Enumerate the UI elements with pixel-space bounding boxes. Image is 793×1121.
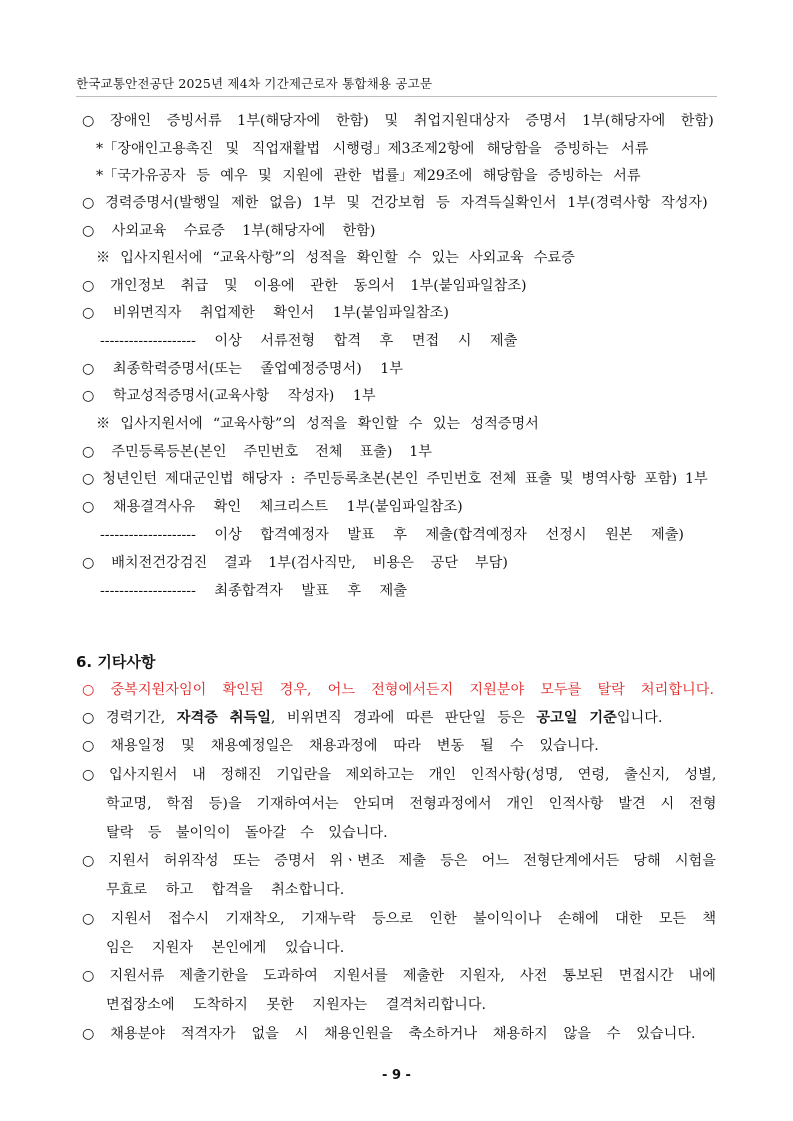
page-number: - 9 - bbox=[382, 1068, 411, 1083]
notice-text: ○ 경력기간, bbox=[82, 710, 177, 726]
notice-deadline-cont: 면접장소에 도착하지 못한 지원자는 결격처리합니다. bbox=[106, 997, 487, 1013]
doc-item-privacy-consent: ○ 개인정보 취급 및 이용에 관한 동의서 1부(붙임파일참조) bbox=[82, 278, 527, 294]
doc-note-education-cert: ※ 입사지원서에 “교육사항”의 성적을 확인할 수 있는 사외교육 수료증 bbox=[96, 250, 575, 266]
notice-reference-date bbox=[82, 707, 662, 729]
notice-entry-errors-cont: 임은 지원자 본인에게 있습니다. bbox=[106, 940, 345, 956]
doc-item-disability: ○ 장애인 증빙서류 1부(해당자에 한함) 및 취업지원대상자 증명서 1부(해당자에 한함) bbox=[82, 113, 714, 129]
emphasis-announcement-date: 공고일 기준 bbox=[536, 710, 617, 726]
notice-false-documents-cont: 무효로 하고 합격을 취소합니다. bbox=[106, 882, 345, 898]
header-rule bbox=[76, 96, 717, 97]
notice-personal-info: ○ 입사지원서 내 정해진 기입란을 제외하고는 개인 인적사항(성명, 연령, 출신지, 성별, bbox=[82, 767, 717, 783]
doc-item-resident-registration: ○ 주민등록등본(본인 주민번호 전체 표출) 1부 bbox=[82, 444, 433, 460]
doc-note-veterans-law: *「국가유공자 등 예우 및 지원에 관한 법률」제29조에 해당함을 증빙하는 서류 bbox=[96, 168, 641, 184]
doc-item-transcript: ○ 학교성적증명서(교육사항 작성자) 1부 bbox=[82, 388, 376, 404]
doc-item-disqualification-checklist: ○ 채용결격사유 확인 체크리스트 1부(붙임파일참조) bbox=[82, 499, 463, 515]
submit-note-final: -------------------- 최종합격자 발표 후 제출 bbox=[100, 583, 407, 599]
section-title: 6. 기타사항 bbox=[76, 653, 156, 671]
notice-text: , 비위면직 경과에 따른 판단일 등은 bbox=[270, 710, 537, 726]
doc-item-external-education: ○ 사외교육 수료증 1부(해당자에 한함) bbox=[82, 223, 376, 239]
notice-personal-info-cont: 학교명, 학점 등)을 기재하여서는 안되며 전형과정에서 개인 인적사항 발견 시 전형 bbox=[106, 796, 717, 812]
emphasis-cert-date: 자격증 취득일 bbox=[176, 710, 271, 726]
doc-item-misconduct-check: ○ 비위면직자 취업제한 확인서 1부(붙임파일참조) bbox=[82, 305, 449, 321]
notice-deadline: ○ 지원서류 제출기한을 도과하여 지원서를 제출한 지원자, 사전 통보된 면접시간 내에 bbox=[82, 968, 716, 984]
doc-note-transcript: ※ 입사지원서에 “교육사항”의 성적을 확인할 수 있는 성적증명서 bbox=[96, 416, 539, 432]
notice-duplicate-application: ○ 중복지원자임이 확인된 경우, 어느 전형에서든지 지원분야 모두를 탈락 처리합니다. bbox=[82, 682, 714, 698]
notice-personal-info-cont: 탈락 등 불이익이 돌아갈 수 있습니다. bbox=[106, 825, 388, 841]
page-header: 한국교통안전공단 2025년 제4차 기간제근로자 통합채용 공고문 bbox=[76, 76, 433, 91]
notice-entry-errors: ○ 지원서 접수시 기재착오, 기재누락 등으로 인한 불이익이나 손해에 대한 모든 책 bbox=[82, 911, 717, 927]
doc-note-disability-law: *「장애인고용촉진 및 직업재활법 시행령」제3조제2항에 해당함을 증빙하는 서류 bbox=[96, 141, 649, 157]
notice-text: 입니다. bbox=[616, 710, 663, 726]
doc-item-career: ○ 경력증명서(발행일 제한 없음) 1부 및 건강보험 등 자격득실확인서 1부(경력사항 작성자) bbox=[82, 195, 708, 211]
notice-no-qualified: ○ 채용분야 적격자가 없을 시 채용인원을 축소하거나 채용하지 않을 수 있습니다. bbox=[82, 1026, 696, 1042]
notice-schedule-change: ○ 채용일정 및 채용예정일은 채용과정에 따라 변동 될 수 있습니다. bbox=[82, 738, 599, 754]
submit-note-prospective: -------------------- 이상 합격예정자 발표 후 제출(합격예정자 선정시 원본 제출) bbox=[100, 527, 684, 543]
notice-false-documents: ○ 지원서 허위작성 또는 증명서 위ㆍ변조 제출 등은 어느 전형단계에서든 당해 시험을 bbox=[82, 853, 716, 869]
doc-item-final-education: ○ 최종학력증명서(또는 졸업예정증명서) 1부 bbox=[82, 361, 403, 377]
doc-item-youth-intern: ○ 청년인턴 제대군인법 해당자 : 주민등록초본(본인 주민번호 전체 표출 및 병역사항 포함) 1부 bbox=[82, 471, 708, 487]
submit-note-interview: -------------------- 이상 서류전형 합격 후 면접 시 제출 bbox=[100, 333, 518, 349]
doc-item-health-check: ○ 배치전건강검진 결과 1부(검사직만, 비용은 공단 부담) bbox=[82, 555, 508, 571]
